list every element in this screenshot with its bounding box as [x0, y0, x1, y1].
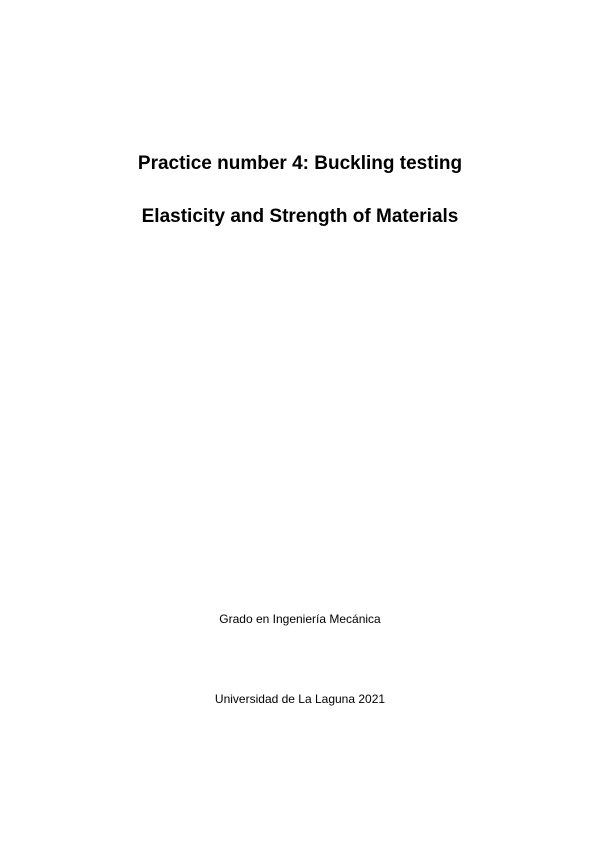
degree-name: Grado en Ingeniería Mecánica	[219, 612, 381, 626]
subject-title: Elasticity and Strength of Materials	[141, 206, 459, 227]
university-year: Universidad de La Laguna 2021	[214, 692, 386, 706]
practice-title: Practice number 4: Buckling testing	[137, 153, 463, 174]
